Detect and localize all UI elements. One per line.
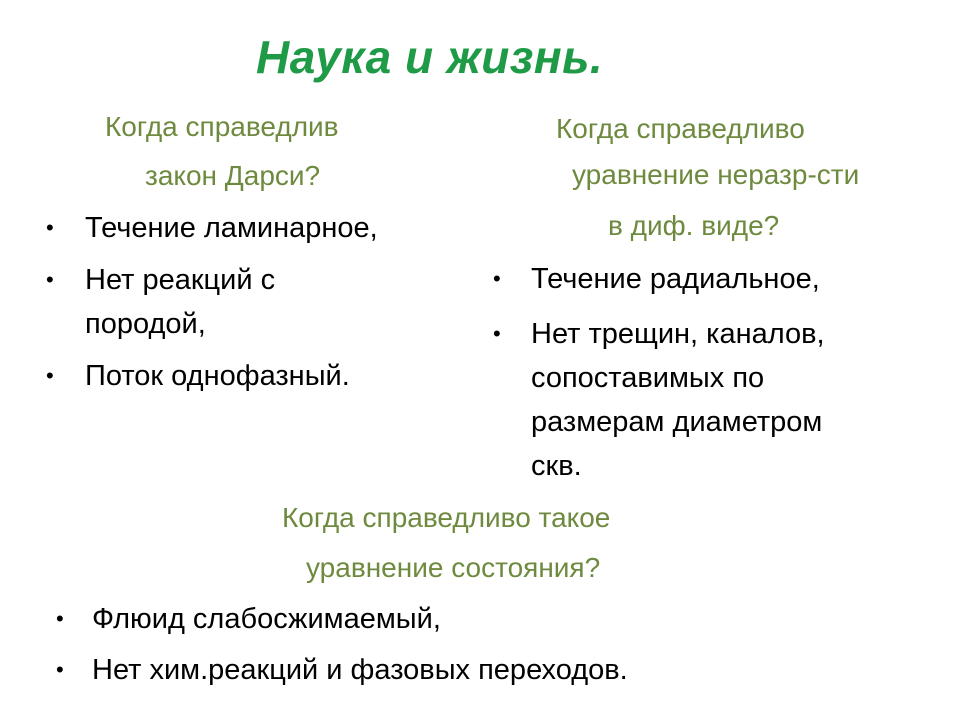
left-item-1: Течение ламинарное, [85,212,378,244]
bullet-icon: • [56,606,64,631]
bullet-icon: • [46,215,54,240]
left-item-2-line-1: Нет реакций с [85,264,276,296]
bottom-item-2: Нет хим.реакций и фазовых переходов. [92,654,628,686]
right-item-1: Течение радиальное, [531,263,820,295]
left-question-line-2: закон Дарси? [145,160,321,191]
bullet-icon: • [46,363,54,388]
right-item-2-line-3: размерам диаметром [531,406,823,438]
slide-title: Наука и жизнь. [256,31,604,83]
left-question-line-1: Когда справедлив [105,111,339,142]
bottom-item-1: Флюид слабосжимаемый, [92,603,441,635]
bottom-question-line-2: уравнение состояния? [306,552,601,583]
right-item-2-line-2: сопоставимых по [531,362,765,394]
left-item-2-line-2: породой, [85,308,206,340]
bottom-question-line-1: Когда справедливо такое [282,502,611,533]
right-question-line-3: в диф. виде? [608,210,780,241]
right-item-2-line-1: Нет трещин, каналов, [531,318,825,350]
right-question-line-2: уравнение неразр-сти [572,159,860,190]
right-question-line-1: Когда справедливо [556,113,805,144]
bullet-icon: • [46,267,54,292]
bullet-icon: • [493,321,501,346]
right-item-2-line-4: скв. [531,450,582,482]
bullet-icon: • [56,657,64,682]
left-item-3: Поток однофазный. [85,360,350,392]
bullet-icon: • [493,266,501,291]
